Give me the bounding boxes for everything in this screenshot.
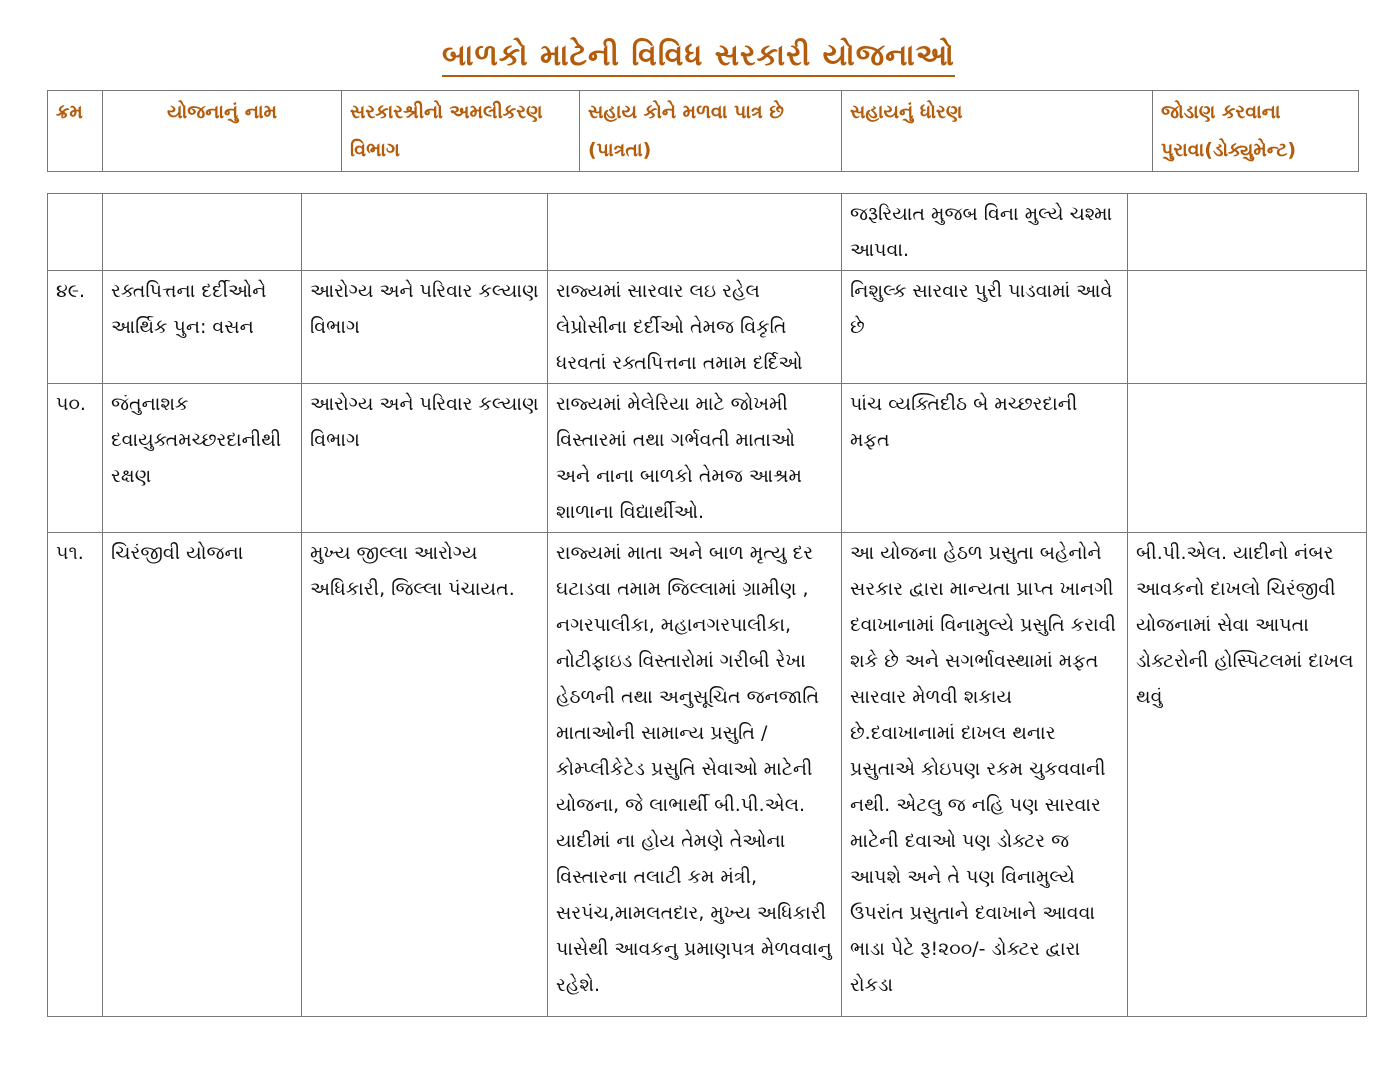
cell-serial: ૫૧. [48, 533, 103, 1017]
header-eligibility: સહાય કોને મળવા પાત્ર છે (પાત્રતા) [580, 91, 842, 172]
cell-documents [1128, 384, 1367, 533]
table-row [48, 194, 1367, 271]
cell-serial [48, 194, 103, 271]
cell-documents [1128, 271, 1367, 384]
header-assistance: સહાયનું ધોરણ [842, 91, 1153, 172]
cell-assistance: જરૂરિયાત મુજબ વિના મુલ્યે ચશ્મા આપવા. [842, 194, 1128, 271]
page-title-text: બાળકો માટેની વિવિધ સરકારી યોજનાઓ [442, 38, 955, 77]
cell-documents [1128, 194, 1367, 271]
header-department: સરકારશ્રીનો અમલીકરણ વિભાગ [342, 91, 580, 172]
cell-scheme-name: ચિરંજીવી યોજના [103, 533, 302, 1017]
header-row [48, 91, 1359, 172]
cell-scheme-name [103, 194, 302, 271]
cell-eligibility: રાજ્યમાં સારવાર લઇ રહેલ લેપ્રોસીના દર્દીઓ તેમજ વિકૃતિ ધરવતાં રક્તપિત્તના તમામ દર્દિઓ [548, 271, 842, 384]
cell-assistance: પાંચ વ્યક્તિદીઠ બે મચ્છરદાની મફત [842, 384, 1128, 533]
cell-scheme-name: જંતુનાશક દવાયુક્તમચ્છરદાનીથી રક્ષણ [103, 384, 302, 533]
cell-documents: બી.પી.એલ. યાદીનો નંબર આવકનો દાખલો ચિરંજીવી યોજનામાં સેવા આપતા ડોક્ટરોની હોસ્પિટલમાં દાખલ થવું [1128, 533, 1367, 1017]
cell-department [302, 194, 548, 271]
page-title [0, 38, 1397, 73]
cell-eligibility: રાજ્યમાં મેલેરિયા માટે જોખમી વિસ્તારમાં તથા ગર્ભવતી માતાઓ અને નાના બાળકો તેમજ આશ્રમ શાળાના વિદ્યાર્થીઓ. [548, 384, 842, 533]
cell-eligibility [548, 194, 842, 271]
cell-serial: ૪૯. [48, 271, 103, 384]
cell-eligibility: રાજ્યમાં માતા અને બાળ મૃત્યુ દર ઘટાડવા તમામ જિલ્લામાં ગ્રામીણ , નગરપાલીકા, મહાનગરપાલીકા, નોટીફાઇડ વિસ્તારોમાં ગરીબી રેખા હેઠળની તથા અનુસૂચિત જનજાતિ માતાઓની સામાન્ય પ્રસુતિ /કોમ્પ્લીકેટેડ પ્રસુતિ સેવાઓ માટેની યોજના, જે લાભાર્થી બી.પી.એલ. યાદીમાં ના હોય તેમણે તેઓના વિસ્તારના તલાટી કમ મંત્રી, સરપંચ,મામલતદાર, મુખ્ય અધિકારી પાસેથી આવકનુ પ્રમાણપત્ર મેળવવાનુ રહેશે. [548, 533, 842, 1017]
cell-serial: ૫૦. [48, 384, 103, 533]
header-scheme-name: યોજનાનું નામ [103, 91, 342, 172]
cell-department: મુખ્ય જીલ્લા આરોગ્ય અધિકારી, જિલ્લા પંચાયત. [302, 533, 548, 1017]
cell-department: આરોગ્ય અને પરિવાર કલ્યાણ વિભાગ [302, 271, 548, 384]
table-row [48, 271, 1367, 384]
table-row [48, 533, 1367, 1017]
schemes-table [47, 193, 1367, 1017]
cell-assistance: આ યોજના હેઠળ પ્રસુતા બહેનોને સરકાર દ્વારા માન્યતા પ્રાપ્ત ખાનગી દવાખાનામાં વિનામુલ્યે પ્રસુતિ કરાવી શકે છે અને સગર્ભાવસ્થામાં મફત સારવાર મેળવી શકાય છે.દવાખાનામાં દાખલ થનાર પ્રસુતાએ કોઇપણ રકમ ચુકવવાની નથી. એટલુ જ નહિ પણ સારવાર માટેની દવાઓ પણ ડોક્ટર જ આપશે અને તે પણ વિનામુલ્યે ઉપરાંત પ્રસુતાને દવાખાને આવવા ભાડા પેટે રૂ!૨૦૦/- ડોક્ટર દ્વારા રોકડા [842, 533, 1128, 1017]
header-table [47, 90, 1359, 172]
header-serial: ક્રમ [48, 91, 103, 172]
cell-assistance: નિશુલ્ક સારવાર પુરી પાડવામાં આવે છે [842, 271, 1128, 384]
table-row [48, 384, 1367, 533]
cell-department: આરોગ્ય અને પરિવાર કલ્યાણ વિભાગ [302, 384, 548, 533]
cell-scheme-name: રક્તપિત્તના દર્દીઓને આર્થિક પુન: વસન [103, 271, 302, 384]
header-documents: જોડાણ કરવાના પુરાવા(ડોક્યુમેન્ટ) [1153, 91, 1359, 172]
